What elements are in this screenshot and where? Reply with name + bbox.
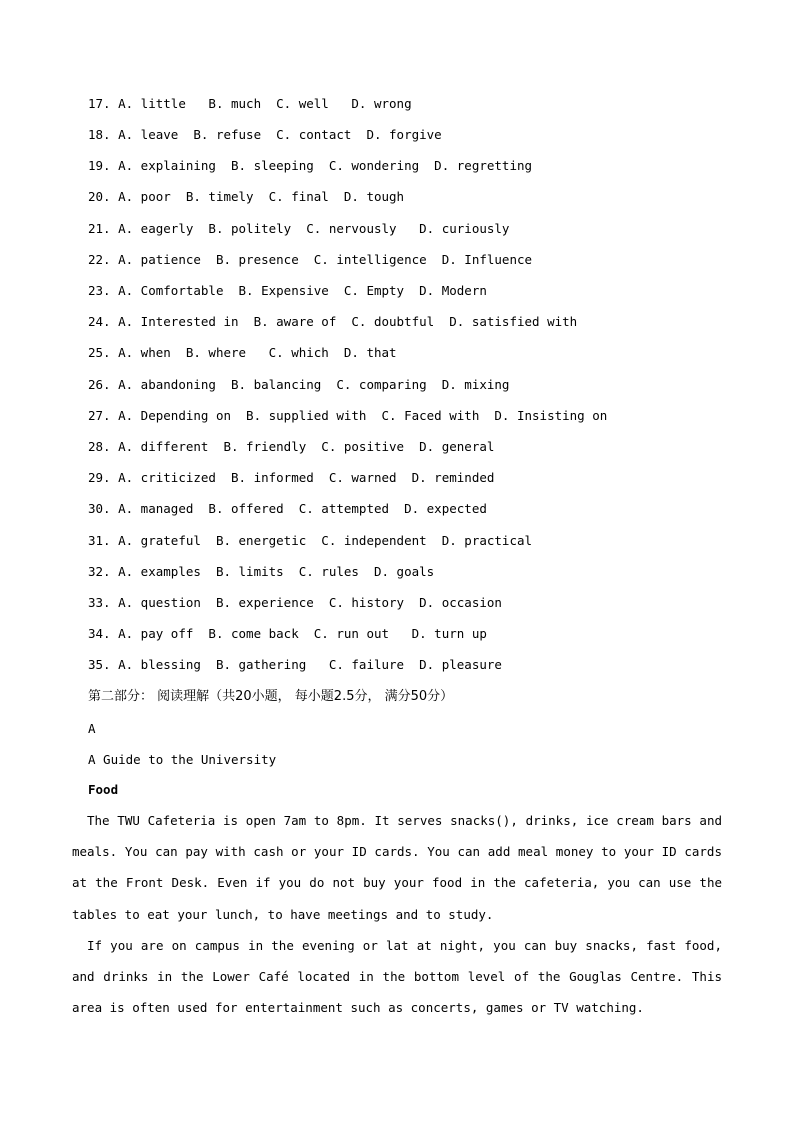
- question-26-options: [88, 378, 509, 392]
- question-choices: A. Comfortable B. Expensive C. Empty D. Modern: [118, 283, 487, 298]
- question-choices: A. little B. much C. well D. wrong: [118, 96, 412, 111]
- question-choices: A. leave B. refuse C. contact D. forgive: [118, 127, 442, 142]
- question-number: 32.: [88, 564, 111, 579]
- question-choices: A. abandoning B. balancing C. comparing D. mixing: [118, 377, 510, 392]
- question-number: 21.: [88, 221, 111, 236]
- question-number: 25.: [88, 345, 111, 360]
- question-28-options: [88, 440, 494, 454]
- question-number: 24.: [88, 314, 111, 329]
- question-27-options: [88, 409, 607, 423]
- question-21-options: [88, 222, 509, 236]
- question-number: 31.: [88, 533, 111, 548]
- question-choices: A. different B. friendly C. positive D. general: [118, 439, 495, 454]
- question-number: 30.: [88, 501, 111, 516]
- section-heading: 第二部分： 阅读理解（共20小题， 每小题2.5分， 满分50分）: [88, 689, 454, 704]
- question-choices: A. poor B. timely C. final D. tough: [118, 189, 405, 204]
- question-number: 22.: [88, 252, 111, 267]
- question-choices: A. Interested in B. aware of C. doubtful D. satisfied with: [118, 314, 578, 329]
- question-choices: A. patience B. presence C. intelligence D. Influence: [118, 252, 533, 267]
- question-29-options: [88, 471, 494, 485]
- question-33-options: [88, 596, 502, 610]
- question-19-options: [88, 159, 532, 173]
- passage-title: A Guide to the University: [88, 752, 277, 767]
- question-23-options: [88, 284, 487, 298]
- question-31-options: [88, 534, 532, 548]
- paragraph-cafeteria: The TWU Cafeteria is open 7am to 8pm. It serves snacks(), drinks, ice cream bars and meals. You can pay with cash or your ID cards. You can add meal money to your ID cards at the Front Desk. Even if you do not buy your food in the cafeteria, you can use the tables to eat your lunch, to have meetings and to study.: [72, 813, 722, 922]
- question-choices: A. when B. where C. which D. that: [118, 345, 397, 360]
- question-choices: A. explaining B. sleeping C. wondering D. regretting: [118, 158, 533, 173]
- question-number: 34.: [88, 626, 111, 641]
- question-choices: A. question B. experience C. history D. occasion: [118, 595, 502, 610]
- passage-letter: A: [88, 721, 96, 736]
- question-number: 17.: [88, 96, 111, 111]
- question-22-options: [88, 253, 532, 267]
- question-35-options: [88, 658, 502, 672]
- question-32-options: [88, 565, 434, 579]
- food-heading: Food: [88, 782, 119, 797]
- question-number: 29.: [88, 470, 111, 485]
- question-number: 18.: [88, 127, 111, 142]
- question-18-options: [88, 128, 442, 142]
- question-number: 23.: [88, 283, 111, 298]
- question-choices: A. grateful B. energetic C. independent D. practical: [118, 533, 533, 548]
- question-number: 27.: [88, 408, 111, 423]
- question-24-options: [88, 315, 577, 329]
- question-choices: A. pay off B. come back C. run out D. turn up: [118, 626, 487, 641]
- question-17-options: [88, 97, 412, 111]
- question-30-options: [88, 502, 487, 516]
- question-choices: A. Depending on B. supplied with C. Faced with D. Insisting on: [118, 408, 608, 423]
- question-choices: A. examples B. limits C. rules D. goals: [118, 564, 435, 579]
- question-choices: A. criticized B. informed C. warned D. reminded: [118, 470, 495, 485]
- question-number: 33.: [88, 595, 111, 610]
- paragraph-lower-cafe: If you are on campus in the evening or lat at night, you can buy snacks, fast food, and drinks in the Lower Café located in the bottom level of the Gouglas Centre. This area is often used for entertainment such as concerts, games or TV watching.: [72, 938, 722, 1016]
- question-number: 28.: [88, 439, 111, 454]
- question-choices: A. blessing B. gathering C. failure D. pleasure: [118, 657, 502, 672]
- question-34-options: [88, 627, 487, 641]
- question-number: 35.: [88, 657, 111, 672]
- question-20-options: [88, 190, 404, 204]
- question-number: 19.: [88, 158, 111, 173]
- question-25-options: [88, 346, 397, 360]
- question-choices: A. eagerly B. politely C. nervously D. curiously: [118, 221, 510, 236]
- question-number: 26.: [88, 377, 111, 392]
- question-choices: A. managed B. offered C. attempted D. expected: [118, 501, 487, 516]
- question-number: 20.: [88, 189, 111, 204]
